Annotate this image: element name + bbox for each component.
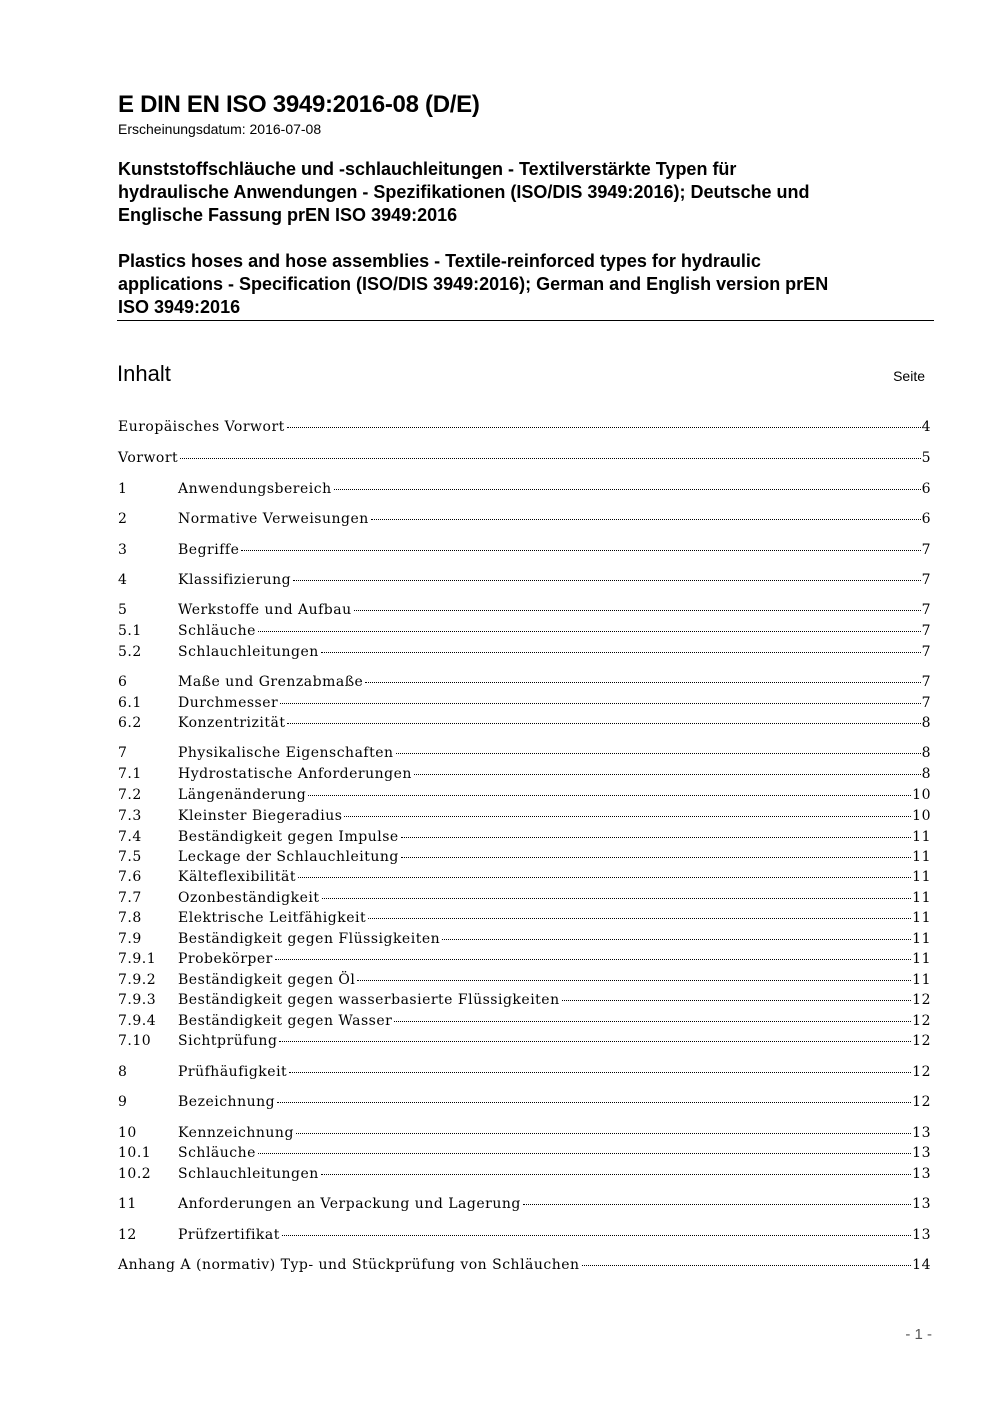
toc-entry-number: 11 bbox=[118, 1196, 137, 1212]
toc-entry[interactable] bbox=[118, 693, 931, 713]
toc-entry[interactable] bbox=[118, 1123, 931, 1143]
toc-entry-page: 8 bbox=[921, 745, 931, 761]
toc-leader-dots bbox=[279, 1041, 911, 1042]
toc-entry-number: 12 bbox=[118, 1227, 137, 1243]
toc-entry-page: 13 bbox=[912, 1145, 931, 1161]
toc-entry-page: 7 bbox=[921, 674, 931, 690]
toc-entry-title: Probekörper bbox=[178, 951, 273, 967]
toc-entry-title: Hydrostatische Anforderungen bbox=[178, 766, 412, 782]
toc-entry-title: Kälteflexibilität bbox=[178, 869, 297, 885]
toc-entry-title: Werkstoffe und Aufbau bbox=[178, 602, 352, 618]
toc-entry-number: 1 bbox=[118, 481, 128, 497]
toc-entry-number: 5.2 bbox=[118, 644, 142, 660]
toc-entry[interactable] bbox=[118, 1011, 931, 1031]
toc-entry-number: 5 bbox=[118, 602, 128, 618]
title-german-line: Kunststoffschläuche und -schlauchleitungen - Textilverstärkte Typen für bbox=[118, 159, 737, 179]
toc-leader-dots bbox=[275, 959, 911, 960]
toc-entry-page: 7 bbox=[921, 572, 931, 588]
toc-leader-dots bbox=[365, 682, 920, 683]
toc-entry-title: Schläuche bbox=[178, 623, 256, 639]
toc-entry-page: 13 bbox=[912, 1196, 931, 1212]
toc-entry-title: Prüfhäufigkeit bbox=[178, 1064, 288, 1080]
toc-entry[interactable] bbox=[118, 1255, 931, 1275]
toc-entry-number: 7.9 bbox=[118, 931, 142, 947]
toc-leader-dots bbox=[357, 980, 911, 981]
toc-leader-dots bbox=[334, 489, 921, 490]
toc-entry-title: Anwendungsbereich bbox=[178, 481, 332, 497]
toc-leader-dots bbox=[344, 816, 911, 817]
footer-page-number: - 1 - bbox=[905, 1326, 932, 1343]
toc-entry[interactable] bbox=[118, 642, 931, 662]
toc-entry-title: Beständigkeit gegen wasserbasierte Flüssigkeiten bbox=[178, 992, 560, 1008]
toc-entry-number: 7.6 bbox=[118, 869, 142, 885]
toc-entry-title: Beständigkeit gegen Impulse bbox=[178, 829, 399, 845]
toc-entry[interactable] bbox=[118, 929, 931, 949]
toc-entry[interactable] bbox=[118, 743, 931, 763]
toc-leader-dots bbox=[258, 631, 921, 632]
toc-entry-title: Konzentrizität bbox=[178, 715, 286, 731]
toc-entry[interactable] bbox=[118, 908, 931, 928]
toc-entry-title: Schläuche bbox=[178, 1145, 256, 1161]
toc-entry[interactable] bbox=[118, 570, 931, 590]
toc-entry[interactable] bbox=[118, 713, 931, 733]
toc-entry-title: Europäisches Vorwort bbox=[118, 419, 285, 435]
toc-entry[interactable] bbox=[118, 867, 931, 887]
toc-leader-dots bbox=[396, 753, 921, 754]
toc-entry[interactable] bbox=[118, 509, 931, 529]
toc-leader-dots bbox=[401, 837, 912, 838]
toc-leader-dots bbox=[258, 1153, 911, 1154]
toc-entry-page: 10 bbox=[912, 808, 931, 824]
toc-entry[interactable] bbox=[118, 1225, 931, 1245]
toc-entry[interactable] bbox=[118, 672, 931, 692]
toc-leader-dots bbox=[368, 918, 911, 919]
toc-entry-title: Leckage der Schlauchleitung bbox=[178, 849, 399, 865]
toc-entry-title: Längenänderung bbox=[178, 787, 307, 803]
toc-entry[interactable] bbox=[118, 827, 931, 847]
toc-entry-title: Normative Verweisungen bbox=[178, 511, 369, 527]
title-german bbox=[118, 158, 918, 227]
toc-entry[interactable] bbox=[118, 1031, 931, 1051]
toc-entry-page: 13 bbox=[912, 1125, 931, 1141]
toc-leader-dots bbox=[241, 550, 920, 551]
document-id: E DIN EN ISO 3949:2016-08 (D/E) bbox=[118, 91, 480, 118]
toc-leader-dots bbox=[401, 857, 911, 858]
toc-entry[interactable] bbox=[118, 970, 931, 990]
title-german-line: Englische Fassung prEN ISO 3949:2016 bbox=[118, 205, 458, 225]
toc-entry-page: 11 bbox=[912, 869, 931, 885]
toc-entry-title: Vorwort bbox=[118, 450, 179, 466]
toc-entry-number: 7.2 bbox=[118, 787, 142, 803]
toc-entry-number: 10 bbox=[118, 1125, 137, 1141]
toc-entry-page: 12 bbox=[912, 1033, 931, 1049]
toc-entry[interactable] bbox=[118, 949, 931, 969]
toc-entry-number: 7.1 bbox=[118, 766, 142, 782]
toc-entry-title: Schlauchleitungen bbox=[178, 644, 319, 660]
toc-entry-page: 6 bbox=[921, 511, 931, 527]
toc-entry-number: 7.9.4 bbox=[118, 1013, 157, 1029]
toc-entry-title: Beständigkeit gegen Öl bbox=[178, 972, 356, 988]
toc-entry-page: 7 bbox=[921, 695, 931, 711]
toc-entry-page: 11 bbox=[912, 890, 931, 906]
toc-entry[interactable] bbox=[118, 888, 931, 908]
toc-entry-page: 11 bbox=[912, 910, 931, 926]
title-english-line: applications - Specification (ISO/DIS 3949:2016); German and English version prEN bbox=[118, 274, 829, 294]
toc-entry-title: Kennzeichnung bbox=[178, 1125, 294, 1141]
toc-entry[interactable] bbox=[118, 1194, 931, 1214]
toc-entry-number: 7.9.3 bbox=[118, 992, 157, 1008]
toc-leader-dots bbox=[287, 723, 920, 724]
toc-entry-title: Maße und Grenzabmaße bbox=[178, 674, 364, 690]
toc-entry[interactable] bbox=[118, 847, 931, 867]
toc-entry-page: 11 bbox=[912, 951, 931, 967]
toc-entry-title: Sichtprüfung bbox=[178, 1033, 278, 1049]
toc-entry-number: 7.3 bbox=[118, 808, 142, 824]
title-english-line: ISO 3949:2016 bbox=[118, 297, 241, 317]
toc-entry-number: 4 bbox=[118, 572, 128, 588]
toc-entry-page: 11 bbox=[912, 972, 931, 988]
toc-entry[interactable] bbox=[118, 600, 931, 620]
toc-entry-title: Durchmesser bbox=[178, 695, 279, 711]
toc-entry-title: Ozonbeständigkeit bbox=[178, 890, 320, 906]
toc-entry-number: 3 bbox=[118, 542, 128, 558]
toc-leader-dots bbox=[321, 1174, 911, 1175]
toc-page-column-label: Seite bbox=[893, 368, 925, 384]
toc-entry-page: 12 bbox=[912, 1064, 931, 1080]
toc-leader-dots bbox=[321, 652, 921, 653]
toc-entry-page: 14 bbox=[912, 1257, 931, 1273]
toc-entry-title: Begriffe bbox=[178, 542, 240, 558]
toc-entry-number: 5.1 bbox=[118, 623, 142, 639]
toc-entry[interactable] bbox=[118, 417, 931, 437]
toc-leader-dots bbox=[354, 610, 921, 611]
toc-entry-title: Klassifizierung bbox=[178, 572, 292, 588]
toc-entry-page: 13 bbox=[912, 1166, 931, 1182]
toc-entry[interactable] bbox=[118, 764, 931, 784]
toc-entry-page: 7 bbox=[921, 644, 931, 660]
toc-entry-page: 5 bbox=[921, 450, 931, 466]
toc-entry-title: Elektrische Leitfähigkeit bbox=[178, 910, 367, 926]
toc-entry-number: 7.4 bbox=[118, 829, 142, 845]
toc-entry-page: 12 bbox=[912, 992, 931, 1008]
toc-entry-number: 8 bbox=[118, 1064, 128, 1080]
toc-entry-page: 8 bbox=[921, 715, 931, 731]
toc-entry-number: 7.7 bbox=[118, 890, 142, 906]
toc-leader-dots bbox=[442, 939, 911, 940]
toc-leader-dots bbox=[180, 458, 920, 459]
publication-date: Erscheinungsdatum: 2016-07-08 bbox=[118, 121, 322, 137]
toc-entry-page: 7 bbox=[921, 602, 931, 618]
toc-entry-number: 7.9.1 bbox=[118, 951, 157, 967]
toc-leader-dots bbox=[308, 795, 911, 796]
toc-entry-title: Anhang A (normativ) Typ- und Stückprüfung von Schläuchen bbox=[118, 1257, 580, 1273]
toc-entry-title: Beständigkeit gegen Flüssigkeiten bbox=[178, 931, 441, 947]
toc-entry-page: 7 bbox=[921, 542, 931, 558]
toc-entry[interactable] bbox=[118, 479, 931, 499]
toc-entry-page: 6 bbox=[921, 481, 931, 497]
toc-leader-dots bbox=[289, 1072, 911, 1073]
toc-entry-page: 12 bbox=[912, 1013, 931, 1029]
toc-leader-dots bbox=[394, 1021, 911, 1022]
toc-entry-page: 10 bbox=[912, 787, 931, 803]
toc-entry[interactable] bbox=[118, 1062, 931, 1082]
toc-leader-dots bbox=[582, 1265, 912, 1266]
toc-entry-page: 11 bbox=[912, 829, 931, 845]
title-english bbox=[118, 250, 918, 319]
toc-leader-dots bbox=[523, 1204, 911, 1205]
toc-entry-page: 8 bbox=[921, 766, 931, 782]
toc-heading: Inhalt bbox=[117, 361, 171, 386]
toc-entry-number: 6.1 bbox=[118, 695, 142, 711]
toc-leader-dots bbox=[293, 580, 920, 581]
toc-entry-number: 10.2 bbox=[118, 1166, 152, 1182]
toc-leader-dots bbox=[298, 877, 911, 878]
toc-entry-title: Kleinster Biegeradius bbox=[178, 808, 343, 824]
toc-entry-number: 9 bbox=[118, 1094, 128, 1110]
toc-entry[interactable] bbox=[118, 1164, 931, 1184]
toc-entry[interactable] bbox=[118, 621, 931, 641]
toc-entry[interactable] bbox=[118, 1143, 931, 1163]
toc-leader-dots bbox=[562, 1000, 912, 1001]
toc-leader-dots bbox=[371, 519, 921, 520]
toc-entry-number: 7.8 bbox=[118, 910, 142, 926]
toc-entry-page: 11 bbox=[912, 849, 931, 865]
toc-leader-dots bbox=[282, 1235, 911, 1236]
toc-leader-dots bbox=[414, 774, 921, 775]
toc-entry-number: 2 bbox=[118, 511, 128, 527]
toc-leader-dots bbox=[296, 1133, 911, 1134]
toc-entry-page: 4 bbox=[921, 419, 931, 435]
toc-entry[interactable] bbox=[118, 448, 931, 468]
toc-entry[interactable] bbox=[118, 785, 931, 805]
toc-entry[interactable] bbox=[118, 806, 931, 826]
toc-entry-number: 10.1 bbox=[118, 1145, 152, 1161]
toc-entry-title: Bezeichnung bbox=[178, 1094, 276, 1110]
toc-entry-number: 7.10 bbox=[118, 1033, 152, 1049]
toc-entry-page: 12 bbox=[912, 1094, 931, 1110]
toc-leader-dots bbox=[322, 898, 912, 899]
toc-entry[interactable] bbox=[118, 1092, 931, 1112]
toc-entry[interactable] bbox=[118, 990, 931, 1010]
title-german-line: hydraulische Anwendungen - Spezifikationen (ISO/DIS 3949:2016); Deutsche und bbox=[118, 182, 810, 202]
toc-entry-number: 6 bbox=[118, 674, 128, 690]
toc-entry-title: Schlauchleitungen bbox=[178, 1166, 319, 1182]
toc-entry-number: 7.5 bbox=[118, 849, 142, 865]
title-divider bbox=[117, 320, 934, 321]
toc-entry-title: Anforderungen an Verpackung und Lagerung bbox=[178, 1196, 521, 1212]
toc-entry-page: 11 bbox=[912, 931, 931, 947]
toc-leader-dots bbox=[287, 427, 921, 428]
toc-entry-title: Beständigkeit gegen Wasser bbox=[178, 1013, 393, 1029]
toc-entry-number: 7 bbox=[118, 745, 128, 761]
toc-entry-number: 7.9.2 bbox=[118, 972, 157, 988]
toc-entry[interactable] bbox=[118, 540, 931, 560]
toc-leader-dots bbox=[280, 703, 920, 704]
toc-entry-number: 6.2 bbox=[118, 715, 142, 731]
toc-leader-dots bbox=[277, 1102, 911, 1103]
title-english-line: Plastics hoses and hose assemblies - Textile-reinforced types for hydraulic bbox=[118, 251, 761, 271]
toc-entry-page: 13 bbox=[912, 1227, 931, 1243]
toc-entry-page: 7 bbox=[921, 623, 931, 639]
toc-entry-title: Physikalische Eigenschaften bbox=[178, 745, 394, 761]
toc-entry-title: Prüfzertifikat bbox=[178, 1227, 280, 1243]
